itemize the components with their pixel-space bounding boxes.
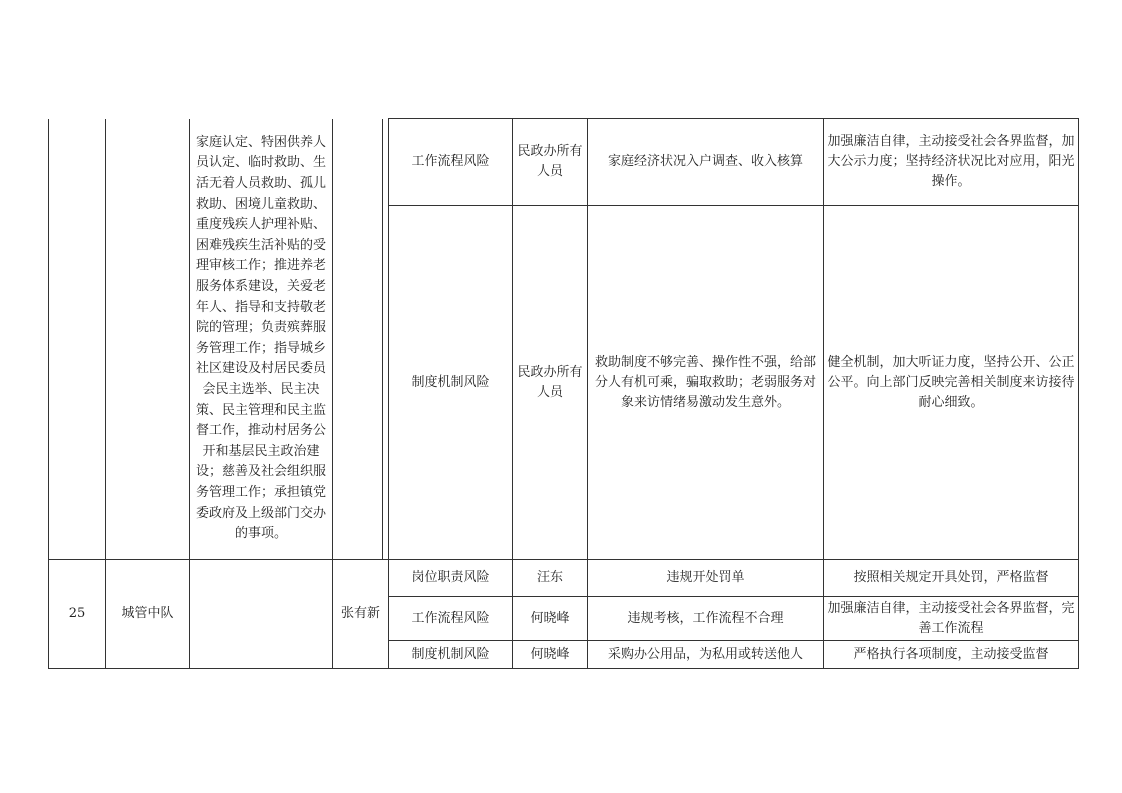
responsible-cell: 何晓峰 (513, 597, 588, 641)
risk-table (48, 118, 1079, 669)
measures-cell: 加强廉洁自律，主动接受社会各界监督，加大公示力度；坚持经济状况比对应用，阳光操作。 (824, 119, 1079, 206)
risk-point-cell: 救助制度不够完善、操作性不强，给部分人有机可乘，骗取救助；老弱服务对象来访情绪易激动发生意外。 (588, 206, 824, 560)
unit-cell: 城管中队 (106, 560, 190, 669)
table-row (49, 119, 1079, 206)
risk-point-cell: 采购办公用品，为私用或转送他人 (588, 641, 824, 669)
duties-cell (190, 560, 333, 669)
responsible-cell: 汪东 (513, 560, 588, 597)
unit-cell (106, 119, 190, 560)
leader-cell (333, 119, 383, 560)
risk-type-cell: 工作流程风险 (389, 597, 513, 641)
risk-point-cell: 家庭经济状况入户调查、收入核算 (588, 119, 824, 206)
duties-cell: 家庭认定、特困供养人员认定、临时救助、生活无着人员救助、孤儿救助、困境儿童救助、重度残疾人护理补贴、困难残疾生活补贴的受理审核工作；推进养老服务体系建设，关爱老年人、指导和支持敬老院的管理；负责殡葬服务管理工作；指导城乡社区建设及村居民委员会民主选举、民主决策、民主管理和民主监督工作，推动村居务公开和基层民主政治建设；慈善及社会组织服务管理工作；承担镇党委政府及上级部门交办的事项。 (190, 119, 333, 560)
risk-type-cell: 制度机制风险 (389, 641, 513, 669)
risk-point-cell: 违规考核，工作流程不合理 (588, 597, 824, 641)
risk-type-cell: 工作流程风险 (389, 119, 513, 206)
measures-cell: 健全机制，加大听证力度，坚持公开、公正公平。向上部门反映完善相关制度来访接待耐心细致。 (824, 206, 1079, 560)
responsible-cell: 民政办所有人员 (513, 119, 588, 206)
responsible-cell: 何晓峰 (513, 641, 588, 669)
risk-type-cell: 制度机制风险 (389, 206, 513, 560)
number-cell: 25 (49, 560, 106, 669)
risk-point-cell: 违规开处罚单 (588, 560, 824, 597)
measures-cell: 严格执行各项制度，主动接受监督 (824, 641, 1079, 669)
table-row (49, 560, 1079, 597)
number-cell (49, 119, 106, 560)
leader-cell: 张有新 (333, 560, 389, 669)
responsible-cell: 民政办所有人员 (513, 206, 588, 560)
measures-cell: 加强廉洁自律，主动接受社会各界监督，完善工作流程 (824, 597, 1079, 641)
measures-cell: 按照相关规定开具处罚，严格监督 (824, 560, 1079, 597)
risk-type-cell: 岗位职责风险 (389, 560, 513, 597)
